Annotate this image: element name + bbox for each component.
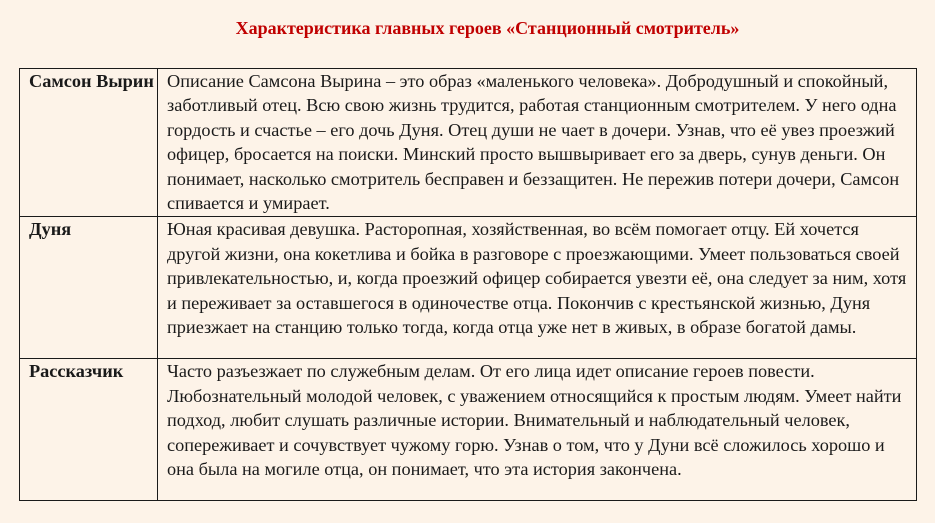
character-description-cell: Часто разъезжает по служебным делам. От его лица идет описание героев повести. Любознательный молодой человек, с уважением относящийся к простым людям. Умеет найти подход, любит слушать различные истории. Внимательный и наблюдательный человек, сопереживает и сочувствует чужому горю. Узнав о том, что у Дуни всё сложилось хорошо и она была на могиле отца, он понимает, что эта история закончена. xyxy=(158,359,917,501)
table-row xyxy=(20,69,917,217)
page-title: Характеристика главных героев «Станционный смотритель» xyxy=(235,18,740,38)
character-name-cell: Самсон Вырин xyxy=(20,69,158,217)
character-name-cell: Дуня xyxy=(20,217,158,359)
table-row xyxy=(20,217,917,359)
character-name-cell: Рассказчик xyxy=(20,359,158,501)
character-description-cell: Юная красивая девушка. Расторопная, хозяйственная, во всём помогает отцу. Ей хочется другой жизни, она кокетлива и бойка в разговоре с проезжающими. Умеет пользоваться своей привлекательностью, и, когда проезжий офицер собирается увезти её, она следует за ним, хотя и переживает за оставшегося в одиночестве отца. Покончив с крестьянской жизнью, Дуня приезжает на станцию только тогда, когда отца уже нет в живых, в образе богатой дамы. xyxy=(158,217,917,359)
characters-table xyxy=(19,68,917,501)
table-row xyxy=(20,359,917,501)
character-description-cell: Описание Самсона Вырина – это образ «маленького человека». Добродушный и спокойный, заботливый отец. Всю свою жизнь трудится, работая станционным смотрителем. У него одна гордость и счастье – его дочь Дуня. Отец души не чает в дочери. Узнав, что её увез проезжий офицер, бросается на поиски. Минский просто вышвыривает его за дверь, сунув деньги. Он понимает, насколько смотритель бесправен и беззащитен. Не пережив потери дочери, Самсон спивается и умирает. xyxy=(158,69,917,217)
